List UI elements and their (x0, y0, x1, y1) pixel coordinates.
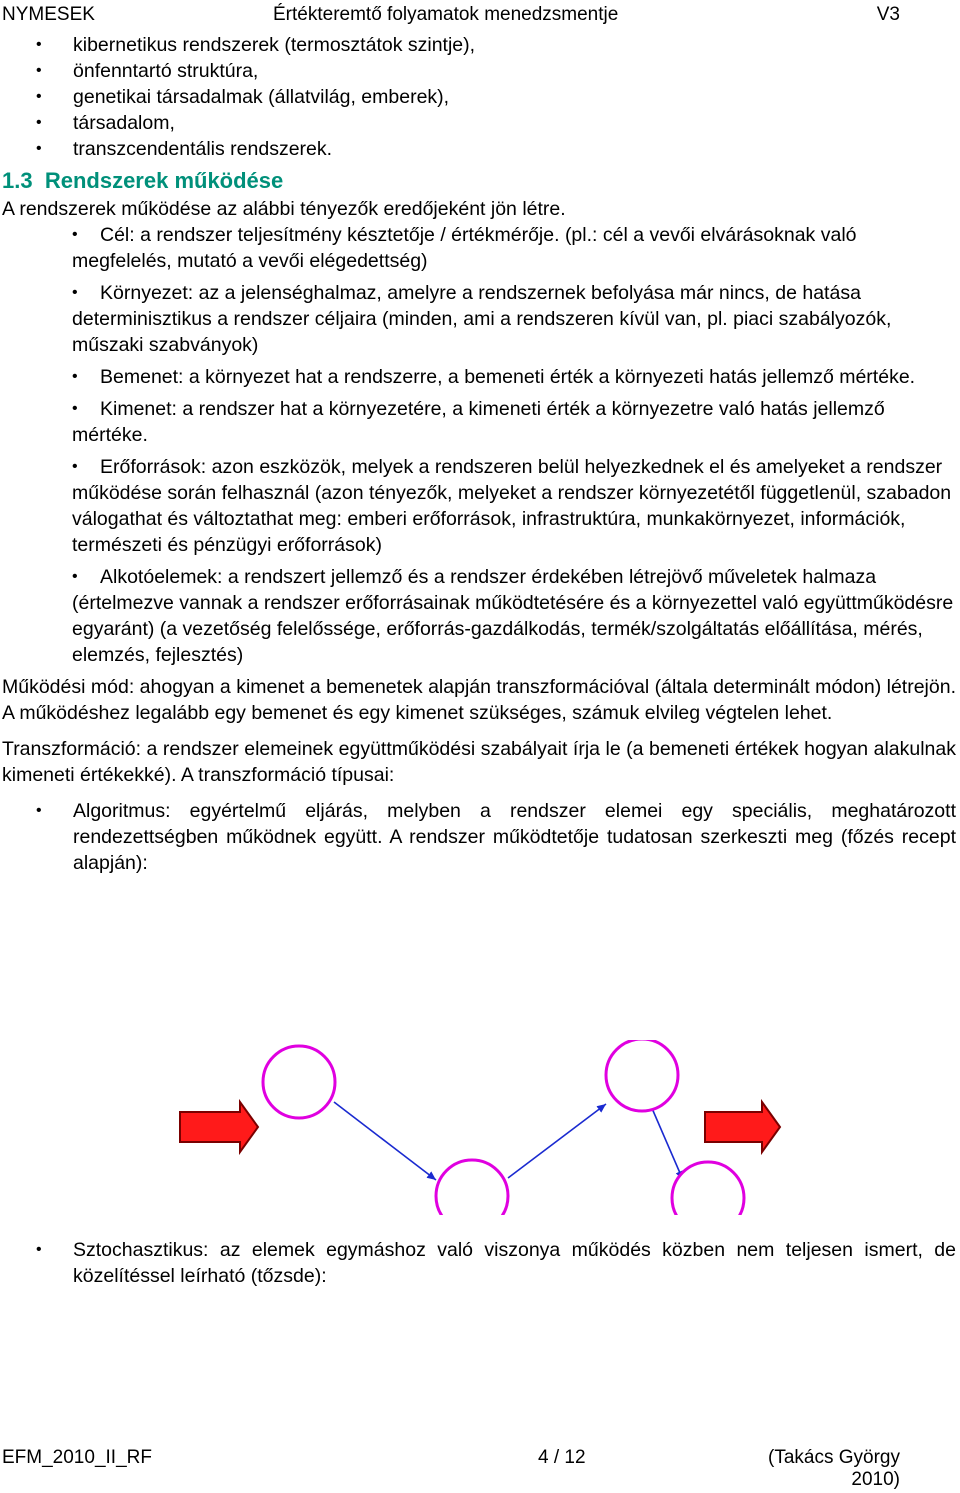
bullet-icon: • (72, 458, 78, 475)
bullet-icon: • (72, 284, 78, 301)
bullet-icon: • (36, 802, 42, 819)
bullet-icon: • (72, 568, 78, 585)
list-item: • Bemenet: a környezet hat a rendszerre, a bemeneti érték a környezeti hatás jellemző mértéke. (72, 366, 916, 388)
intro-paragraph: A rendszerek működése az alábbi tényezők eredőjeként jön létre. (2, 198, 566, 220)
transformation-paragraph: Transzformáció: a rendszer elemeinek együttműködési szabályait írja le (a bemeneti értékek hogyan alakulnak kimeneti értékekké). A transzformáció típusai: (2, 738, 956, 786)
document-body (2, 32, 956, 876)
stochastic-block (2, 1237, 956, 1289)
list-item: • genetikai társadalmak (állatvilág, emberek), (36, 86, 450, 108)
transformation-types-list (2, 798, 956, 876)
system-levels-list (2, 32, 956, 162)
section-title: Rendszerek működése (44, 168, 284, 193)
footer-code: EFM_2010_II_RF (2, 1447, 152, 1468)
operating-mode-paragraph: Működési mód: ahogyan a kimenet a bemenetek alapján transzformációval (általa determinált módon) létrejön. A működéshez legalább egy bemenet és egy kimenet szükséges, számuk elvileg végtelen lehet. (2, 676, 956, 724)
section-heading (2, 166, 956, 196)
list-item: • kibernetikus rendszerek (termosztátok szintje), (36, 34, 476, 56)
list-item: • önfenntartó struktúra, (36, 60, 259, 82)
list-item: • Sztochasztikus: az elemek egymáshoz való viszonya működés közben nem teljesen ismert, de közelítéssel leírható (tőzsde): (36, 1239, 956, 1287)
bullet-icon: • (36, 114, 42, 131)
output-arrow-icon (705, 1102, 780, 1152)
list-item: • Alkotóelemek: a rendszert jellemző és a rendszer érdekében létrejövő műveletek halmaza (értelmezve vannak a rendszer erőforrásainak működtetésére és a környezettel való együttműködésre egyaránt) (a vezetőség felelőssége, erőforrás-gazdálkodás, termék/szolgáltatás előállítása, mérés, elemzés, fejlesztés) (72, 566, 954, 666)
bullet-icon: • (36, 62, 42, 79)
header-version: V3 (876, 4, 900, 25)
list-item: • Kimenet: a rendszer hat a környezetére, a kimeneti érték a környezetre való hatás jellemző mértéke. (72, 398, 885, 446)
bullet-icon: • (72, 400, 78, 417)
section-number: 1.3 (2, 168, 33, 193)
input-arrow-icon (180, 1102, 258, 1152)
page-number: 4 / 12 (538, 1447, 586, 1468)
header-institution: NYMESEK (2, 4, 95, 25)
list-item: • Környezet: az a jelenséghalmaz, amelyre a rendszernek befolyása már nincs, de hatása determinisztikus a rendszer céljaira (minden, ami a rendszeren kívül van, pl. piaci szabályozók, műszaki szabványok) (72, 282, 892, 356)
process-node (606, 1040, 678, 1111)
flow-edge (651, 1106, 683, 1180)
header-title: Értékteremtő folyamatok menedzsmentje (273, 4, 619, 25)
bullet-icon: • (36, 1241, 42, 1258)
process-node (436, 1160, 508, 1215)
list-item: • transzcendentális rendszerek. (36, 138, 333, 160)
algorithm-diagram (0, 1040, 960, 1215)
bullet-icon: • (36, 140, 42, 157)
bullet-icon: • (36, 88, 42, 105)
list-item: • Algoritmus: egyértelmű eljárás, melyben a rendszer elemei egy speciális, meghatározott rendezettségben működnek együtt. A rendszer működtetője tudatosan szerkeszti meg (főzés recept alapján): (36, 800, 956, 874)
transformation-types-list-2 (2, 1237, 956, 1289)
list-item: • társadalom, (36, 112, 175, 134)
page-header (0, 4, 960, 28)
list-item: • Erőforrások: azon eszközök, melyek a rendszeren belül helyezkednek el és amelyeket a rendszer működése során felhasznál (azon tényezők, melyeket a rendszer környezetétől függetlenül, szabadon válogathat és változtathat meg: emberi erőforrások, infrastruktúra, munkakörnyezet, információk, természeti és pénzügyi erőforrások) (72, 456, 952, 556)
bullet-icon: • (72, 368, 78, 385)
list-item: • Cél: a rendszer teljesítmény késztetője / értékmérője. (pl.: cél a vevői elvárásoknak való megfelelés, mutató a vevői elégedettség) (72, 224, 857, 272)
process-node (672, 1162, 744, 1215)
factors-list (2, 222, 956, 668)
footer-author: (Takács György 2010) (768, 1447, 900, 1490)
flow-edge (508, 1104, 606, 1178)
bullet-icon: • (36, 36, 42, 53)
flow-edge (334, 1102, 436, 1180)
process-node (263, 1046, 335, 1118)
bullet-icon: • (72, 226, 78, 243)
